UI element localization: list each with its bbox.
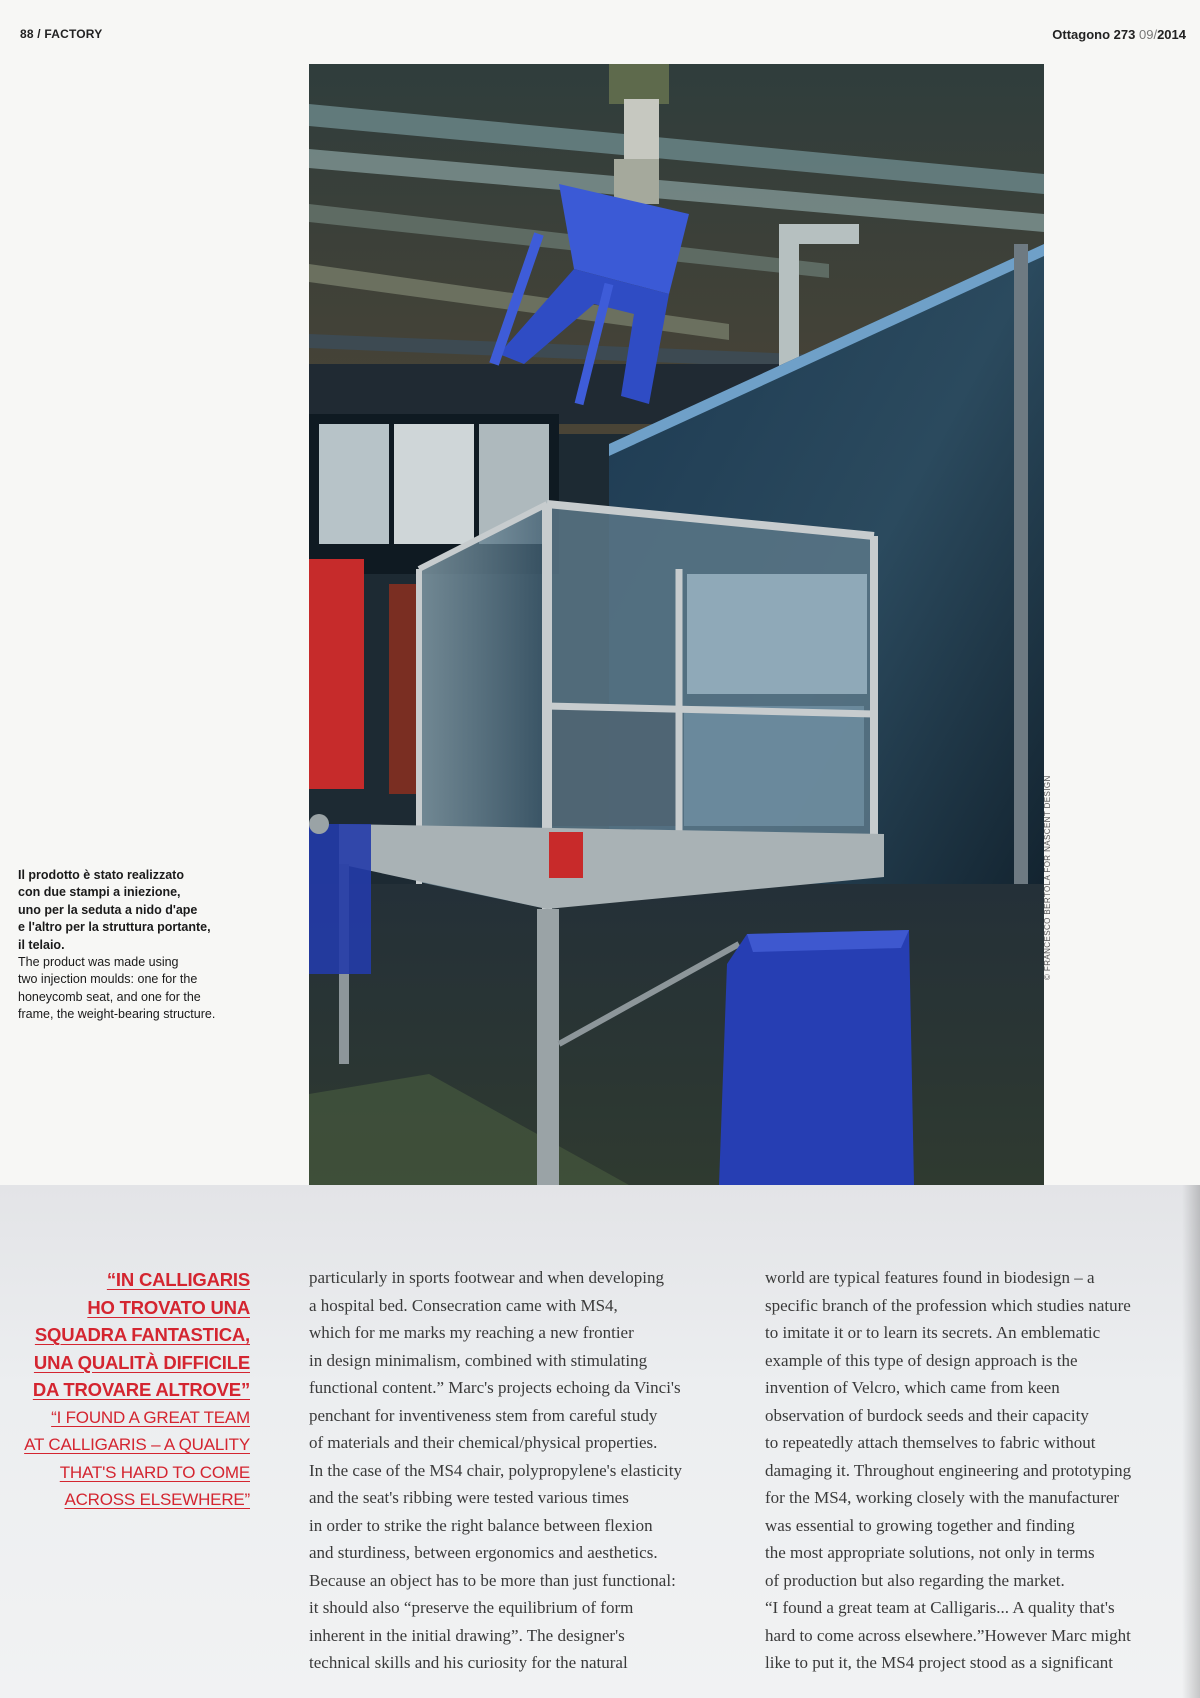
body-line: damaging it. Throughout engineering and prototyping: [765, 1460, 1132, 1480]
body-line: and the seat's ribbing were tested various times: [309, 1488, 629, 1507]
body-line: example of this type of design approach is the: [765, 1350, 1078, 1370]
body-line: In the case of the MS4 chair, polypropylene's elasticity: [309, 1460, 682, 1480]
body-line: of production but also regarding the market.: [765, 1570, 1065, 1590]
body-line: hard to come across elsewhere.”However Marc might: [765, 1625, 1131, 1645]
pull-quote-line: “I FOUND A GREAT TEAM: [51, 1407, 250, 1427]
body-line: of materials and their chemical/physical properties.: [309, 1433, 658, 1452]
magazine-name: Ottagono: [1052, 27, 1111, 42]
body-line: was essential to growing together and finding: [765, 1515, 1075, 1535]
caption-line: two injection moulds: one for the: [18, 972, 198, 987]
body-line: “I found a great team at Calligaris... A quality that's: [765, 1598, 1115, 1617]
pull-quote-line: DA TROVARE ALTROVE”: [32, 1379, 250, 1400]
pull-quote-line: UNA QUALITÀ DIFFICILE: [33, 1351, 250, 1373]
body-line: the most appropriate solutions, not only in terms: [765, 1543, 1095, 1562]
pull-quote-line: THAT'S HARD TO COME: [59, 1462, 250, 1482]
body-line: observation of burdock seeds and their capacity: [765, 1405, 1089, 1425]
body-line: functional content.” Marc's projects echoing da Vinci's: [309, 1378, 681, 1397]
body-line: world are typical features found in biodesign – a: [765, 1268, 1095, 1287]
caption-line: frame, the weight-bearing structure.: [18, 1007, 216, 1022]
body-line: like to put it, the MS4 project stood as a significant: [765, 1653, 1113, 1672]
body-line: inherent in the initial drawing”. The designer's: [309, 1625, 625, 1645]
body-line: to repeatedly attach themselves to fabric without: [765, 1433, 1096, 1452]
body-line: it should also “preserve the equilibrium of form: [309, 1598, 634, 1617]
magazine-header: [1052, 27, 1186, 42]
photo-caption: [18, 867, 268, 1024]
caption-line: honeycomb seat, and one for the: [18, 989, 201, 1004]
caption-line: e l'altro per la struttura portante,: [18, 920, 211, 935]
caption-line: con due stampi a iniezione,: [18, 885, 181, 900]
caption-line: uno per la seduta a nido d'ape: [18, 902, 198, 917]
factory-photo: [309, 64, 1044, 1185]
page-folio: 88 / FACTORY: [20, 27, 103, 41]
body-line: Because an object has to be more than just functional:: [309, 1570, 676, 1590]
body-line: and sturdiness, between ergonomics and aesthetics.: [309, 1543, 658, 1562]
pull-quote-line: ACROSS ELSEWHERE”: [64, 1490, 250, 1509]
caption-line: il telaio.: [18, 937, 65, 952]
caption-english: [18, 954, 268, 1024]
body-line: in order to strike the right balance between flexion: [309, 1515, 653, 1535]
pull-quote: [18, 1266, 250, 1514]
body-column-1: [309, 1264, 729, 1677]
photo-credit: © FRANCESCO BERTOLA FOR NASCENT DESIGN: [1043, 775, 1052, 980]
body-line: in design minimalism, combined with stimulating: [309, 1350, 648, 1370]
caption-italian: [18, 867, 268, 954]
body-line: specific branch of the profession which studies nature: [765, 1295, 1131, 1315]
issue-year: 2014: [1157, 27, 1186, 42]
pull-quote-italian: [18, 1266, 250, 1404]
caption-line: Il prodotto è stato realizzato: [18, 868, 184, 882]
issue-month: 09/: [1139, 27, 1158, 42]
body-line: invention of Velcro, which came from keen: [765, 1378, 1060, 1397]
body-line: technical skills and his curiosity for the natural: [309, 1653, 628, 1672]
body-line: penchant for inventiveness stem from careful study: [309, 1405, 658, 1425]
pull-quote-english: [18, 1404, 250, 1514]
body-line: to imitate it or to learn its secrets. An emblematic: [765, 1323, 1101, 1342]
pull-quote-line: HO TROVATO UNA: [87, 1296, 250, 1318]
body-line: for the MS4, working closely with the manufacturer: [765, 1488, 1120, 1507]
factory-photo-illustration: [309, 64, 1044, 1185]
body-column-2: [765, 1264, 1185, 1677]
body-line: particularly in sports footwear and when developing: [309, 1268, 665, 1287]
body-line: which for me marks my reaching a new frontier: [309, 1323, 634, 1342]
pull-quote-line: SQUADRA FANTASTICA,: [34, 1324, 250, 1345]
body-line: a hospital bed. Consecration came with MS4,: [309, 1295, 618, 1315]
pull-quote-line: AT CALLIGARIS – A QUALITY: [24, 1435, 250, 1454]
pull-quote-line: “IN CALLIGARIS: [106, 1269, 250, 1290]
caption-line: The product was made using: [18, 955, 179, 970]
issue-number: 273: [1113, 27, 1136, 42]
